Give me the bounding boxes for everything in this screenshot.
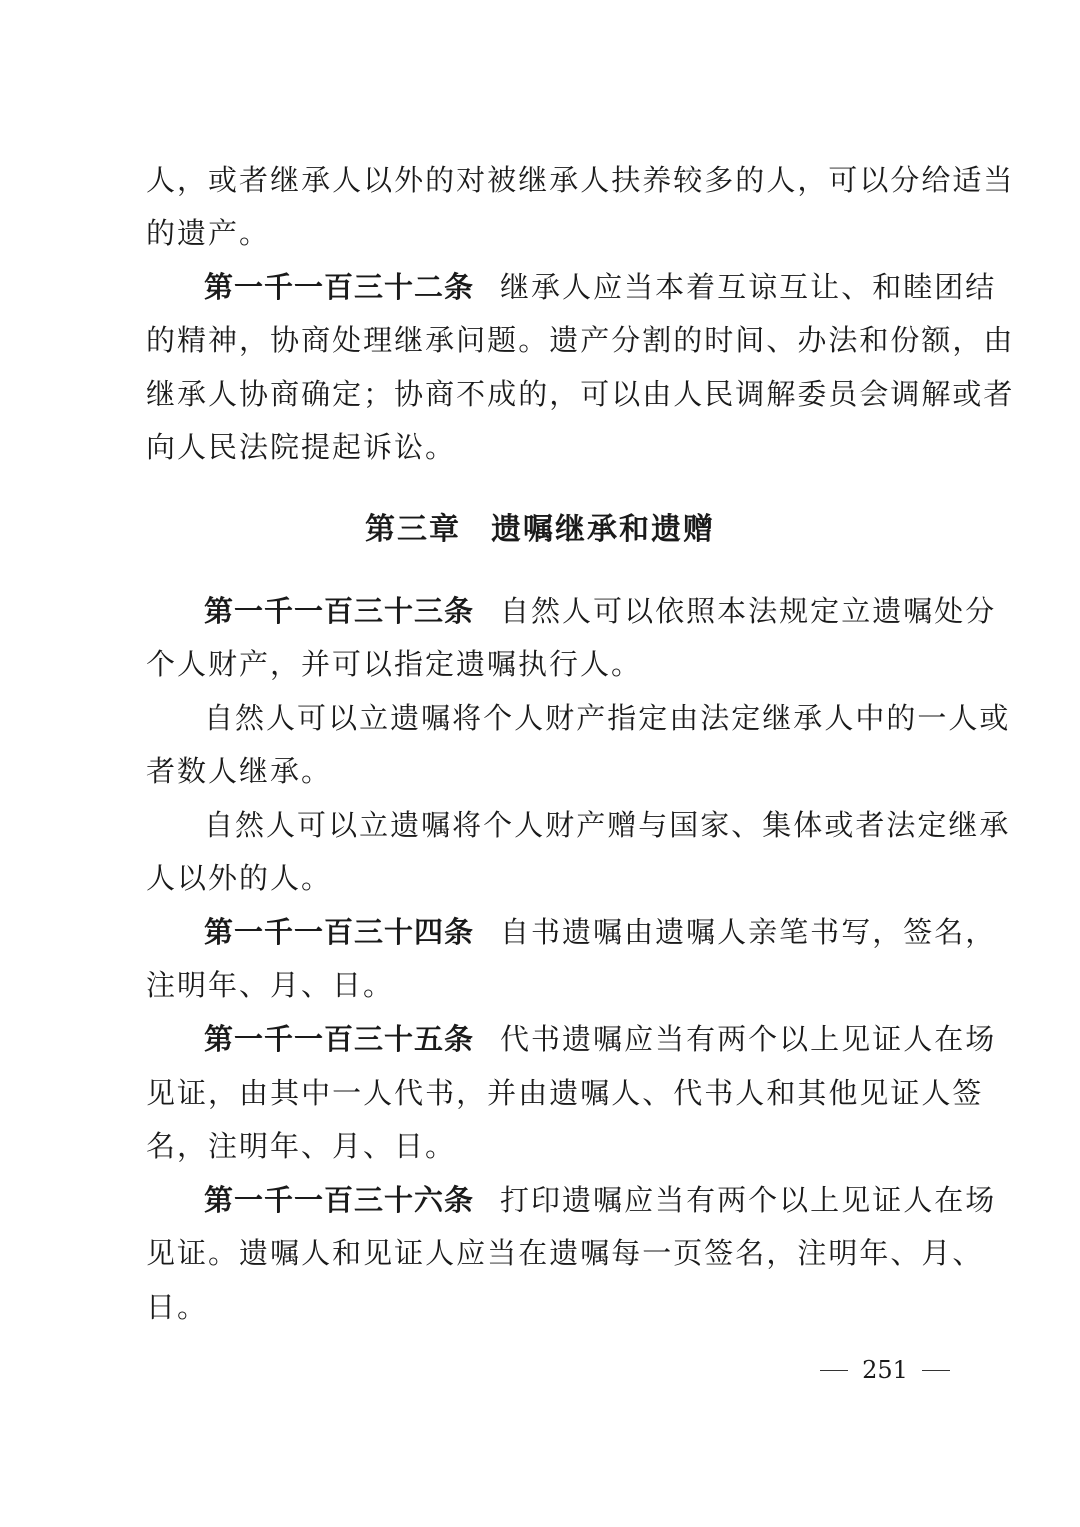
article-1133-text: 自 然 人 可 以 依 照 本 法 规 定 立 遗 嘱 处 分 [500, 594, 997, 628]
page-number [820, 1350, 950, 1390]
article-1135-heading: 第一千一百三十五条 [204, 1022, 475, 1056]
article-1136-text: 打 印 遗 嘱 应 当 有 两 个 以 上 见 证 人 在 场 [500, 1183, 997, 1217]
text-line: 向人民法院提起诉讼。 [146, 430, 457, 464]
article-1136-line [204, 1175, 997, 1225]
article-1133-heading: 第一千一百三十三条 [204, 594, 475, 628]
text-line: 者数人继承。 [146, 754, 333, 788]
text-line: 自 然 人 可 以 立 遗 嘱 将 个 人 财 产 赠 与 国 家 、 集 体 或 者 法 定 继 承 [204, 808, 1011, 842]
article-1134-heading: 第一千一百三十四条 [204, 915, 475, 949]
chapter-number: 第三章 [365, 512, 461, 547]
chapter-heading [0, 505, 1080, 555]
page-number-value: 251 [862, 1356, 908, 1384]
page-number-dash-left [820, 1370, 848, 1371]
chapter-title: 遗嘱继承和遗赠 [491, 512, 715, 547]
text-line: 继 承 人 协 商 确 定 ； 协 商 不 成 的 ， 可 以 由 人 民 调 解 委 员 会 调 解 或 者 [146, 377, 1015, 411]
article-1134-line [204, 907, 997, 957]
article-1135-line [204, 1014, 997, 1064]
article-1135-text: 代 书 遗 嘱 应 当 有 两 个 以 上 见 证 人 在 场 [500, 1022, 997, 1056]
text-line: 的遗产。 [146, 216, 271, 250]
text-line: 个人财产，并可以指定遗嘱执行人。 [146, 647, 643, 681]
text-line: 见 证 。 遗 嘱 人 和 见 证 人 应 当 在 遗 嘱 每 一 页 签 名 ， 注 明 年 、 月 、 [146, 1236, 984, 1270]
article-1134-text: 自 书 遗 嘱 由 遗 嘱 人 亲 笔 书 写 ， 签 名 ， [500, 915, 997, 949]
text-line: 人 ， 或 者 继 承 人 以 外 的 对 被 继 承 人 扶 养 较 多 的 人 ， 可 以 分 给 适 当 [146, 163, 1015, 197]
article-1133-line [204, 586, 997, 636]
text-line: 见 证 ， 由 其 中 一 人 代 书 ， 并 由 遗 嘱 人 、 代 书 人 和 其 他 见 证 人 签 [146, 1076, 984, 1110]
article-1132-line [204, 262, 997, 312]
text-line: 的 精 神 ， 协 商 处 理 继 承 问 题 。 遗 产 分 割 的 时 间 、 办 法 和 份 额 ， 由 [146, 323, 1015, 357]
page-number-dash-right [922, 1370, 950, 1371]
text-line: 名，注明年、月、日。 [146, 1129, 457, 1163]
text-line: 自 然 人 可 以 立 遗 嘱 将 个 人 财 产 指 定 由 法 定 继 承 人 中 的 一 人 或 [204, 701, 1011, 735]
article-1132-heading: 第一千一百三十二条 [204, 270, 475, 304]
text-line: 注明年、月、日。 [146, 968, 395, 1002]
article-1132-text: 继 承 人 应 当 本 着 互 谅 互 让 、 和 睦 团 结 [500, 270, 997, 304]
text-line: 日。 [146, 1290, 209, 1324]
article-1136-heading: 第一千一百三十六条 [204, 1183, 475, 1217]
text-line: 人以外的人。 [146, 861, 333, 895]
